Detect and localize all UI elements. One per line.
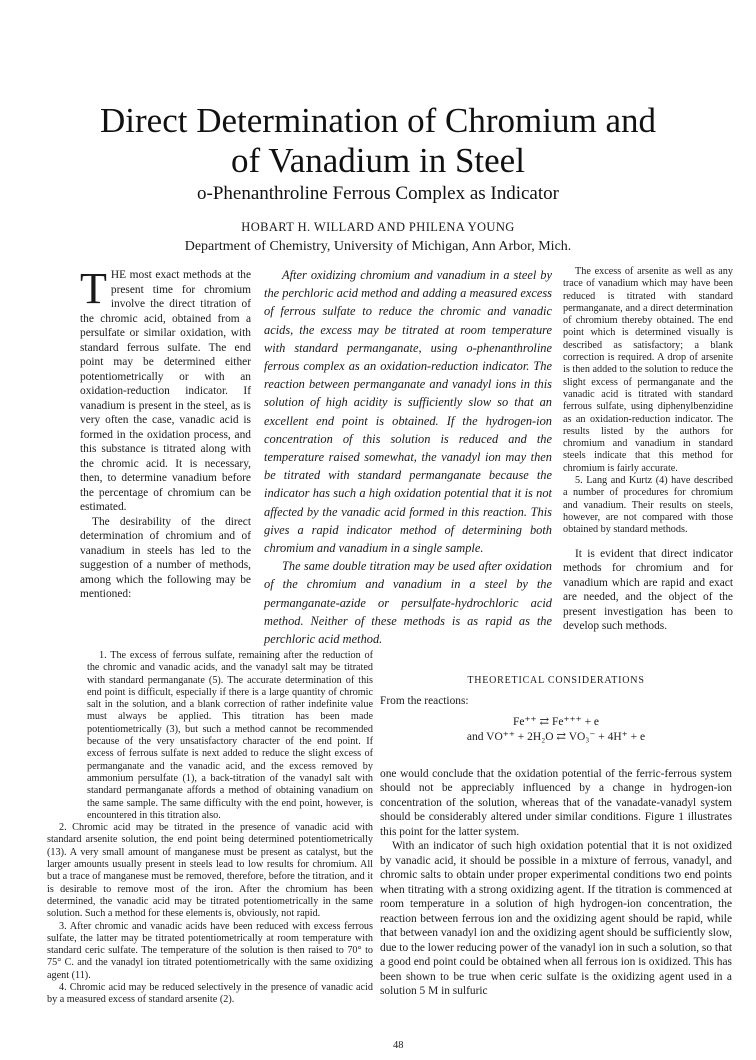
page-number: 48 xyxy=(393,1040,404,1051)
right-paragraph-1: The excess of arsenite as well as any trace of vanadium which may have been reduced is titrated with standard permanganate, and a direct determination of chromium thereby obtained. The end point which is determined visually is described as satisfactory; a blank correction is required. A drop of arsenite is then added to the solution to reduce the slight excess of permanganate and the vanadic acid is titrated with standard ferrous sulfate, using diphenylbenzidine as an oxidation-reduction indicator. The results listed by the authors for chromium and vanadium in standard steels indicate that this method for chromium is fairly accurate. xyxy=(563,266,733,474)
section-heading: THEORETICAL CONSIDERATIONS xyxy=(467,675,645,686)
method-item-1: 1. The excess of ferrous sulfate, remaining after the reduction of the chromic and vanadic acids, and the vanadyl salt may be titrated with standard permanganate (5). The accurate determination of this end point is difficult, especially if there is a large quantity of chromic salt in the solution, and a blank correction of rather indefinite value must always be applied. This titration has been made potentiometrically (3), but such a method cannot be recommended because of the very unsatisfactory character of the end point. If excess of ferrous sulfate is next added to reduce the slight excess of permanganate and the vanadic acid, and the excess removed by ammonium persulfate (1), a back-titration of the vanadyl salt with standard permanganate affords a method of obtaining vanadium on the same sample. The same difficulty with the end point, however, is encountered in this titration also. xyxy=(87,650,373,821)
intro-paragraph-2: The desirability of the direct determination of chromium and of vanadium in steels has led to the suggestion of a number of methods, among which the following may be mentioned: xyxy=(80,515,251,600)
article-title-line-2: of Vanadium in Steel xyxy=(231,141,525,180)
right-paragraph-2: 5. Lang and Kurtz (4) have described a number of procedures for chromium and vanadium. Their results on steels, however, are not compared with those obtained by standard methods. xyxy=(563,475,733,536)
theory-lead: From the reactions: xyxy=(380,695,469,707)
intro-paragraph-1: HE most exact methods at the present time for chromium involve the direct titration of the chromic acid, obtained from a persulfate or similar oxidation, with standard ferrous sulfate. The end point may be determined either potentiometrically or with an oxidation-reduction indicator. If vanadium is present in the steel, as is very often the case, vanadic acid is formed in the oxidation process, and this substance is titrated along with the chromic acid. It is necessary, then, to determine vanadium before the percentage of chromium can be estimated. xyxy=(80,269,251,513)
equation-1: Fe⁺⁺ ⇄ Fe⁺⁺⁺ + e xyxy=(512,715,600,728)
article-title-line-1: Direct Determination of Chromium and xyxy=(100,101,656,140)
intro-column xyxy=(80,264,251,602)
abstract-paragraph-2: The same double titration may be used after oxidation of the chromium and vanadium in a steel by the permanganate-azide or persulfate-hydrochloric acid method. Neither of these methods is as rapid as the perchloric acid method. xyxy=(264,559,552,647)
abstract xyxy=(264,266,552,648)
theory-body xyxy=(380,767,732,999)
article-subtitle: o-Phenanthroline Ferrous Complex as Indicator xyxy=(197,183,559,204)
theory-section xyxy=(380,675,732,999)
abstract-paragraph-1: After oxidizing chromium and vanadium in a steel by the perchloric acid method and adding a measured excess of ferrous sulfate to reduce the chromic and vanadic acids, the excess may be titrated at room temperature with standard permanganate, using o-phenanthroline ferrous complex as an oxidation-reduction indicator. The reaction between permanganate and vanadyl ions in this solution of high acidity is sufficiently slow so that an excellent end point is obtained. If the hydrogen-ion concentration of this solution is reduced and the temperature raised somewhat, the vanadyl ion may then be titrated with standard permanganate because the indicator has such a high oxidation potential that it is not affected by the vanadic acid formed in this reaction. This gives a rapid indicator method of determining both chromium and vanadium in a single sample. xyxy=(264,268,552,556)
method-item-4: 4. Chromic acid may be reduced selectively in the presence of vanadic acid by a measured excess of standard arsenite (2). xyxy=(47,982,373,1006)
method-item-3: 3. After chromic and vanadic acids have been reduced with excess ferrous sulfate, the latter may be titrated potentiometrically at room temperature with standard ceric sulfate. The temperature of the solution is then raised to 70° to 75° C. and the vanadyl ion titrated potentiometrically with the same oxidizing agent (11). xyxy=(47,920,373,981)
right-column-top xyxy=(563,266,733,634)
authors: HOBART H. WILLARD AND PHILENA YOUNG xyxy=(241,220,515,234)
theory-paragraph-2: With an indicator of such high oxidation potential that it is not oxidized by vanadic acid, it should be possible in a mixture of ferrous, vanadyl, and chromic salts to obtain under proper experimental conditions two end points when titrating with a strong oxidizing agent. If the titration is commenced at room temperature in a solution of high hydrogen-ion concentration, the reaction between ferrous ion and the oxidizing agent should be rapid, while that between vanadyl ion and the oxidizing agent should be sufficiently slow, due to the lower reducing power of the vanadyl ion in such a solution, so that a good end point could be obtained when all ferrous ion is oxidized. This has been shown to be true when ceric sulfate is the oxidizing agent used in a solution 5 M in sulfuric xyxy=(380,840,732,997)
right-paragraph-3: It is evident that direct indicator methods for chromium and for vanadium which are rapid and exact are needed, and the object of the present investigation has been to develop such methods. xyxy=(563,547,733,633)
drop-cap: T xyxy=(80,264,107,313)
theory-paragraph-1: one would conclude that the oxidation potential of the ferric-ferrous system should not be appreciably influenced by a change in hydrogen-ion concentration of the solution, whereas that of the vanadate-vanadyl system should be considerably altered under similar conditions. Figure 1 illustrates this point for the latter system. xyxy=(380,767,732,838)
affiliation: Department of Chemistry, University of Michigan, Ann Arbor, Mich. xyxy=(184,239,572,254)
methods-list xyxy=(47,650,373,1007)
method-item-2: 2. Chromic acid may be titrated in the presence of vanadic acid with standard arsenite solution, the end point being determined potentiometrically (13). A very small amount of manganese must be present as catalyst, but the larger amounts usually present in steels lead to low results for chromium. All but a trace of manganese must be removed, therefore, before the titration, and it is desirable to remove most of the iron. After the chromium has been determined, the vanadic acid may be titrated potentiometrically in the same solution. Such a method for these elements is, obviously, not rapid. xyxy=(47,822,373,920)
equation-2: and VO⁺⁺ + 2H₂O ⇄ VO₃⁻ + 4H⁺ + e xyxy=(466,730,646,743)
